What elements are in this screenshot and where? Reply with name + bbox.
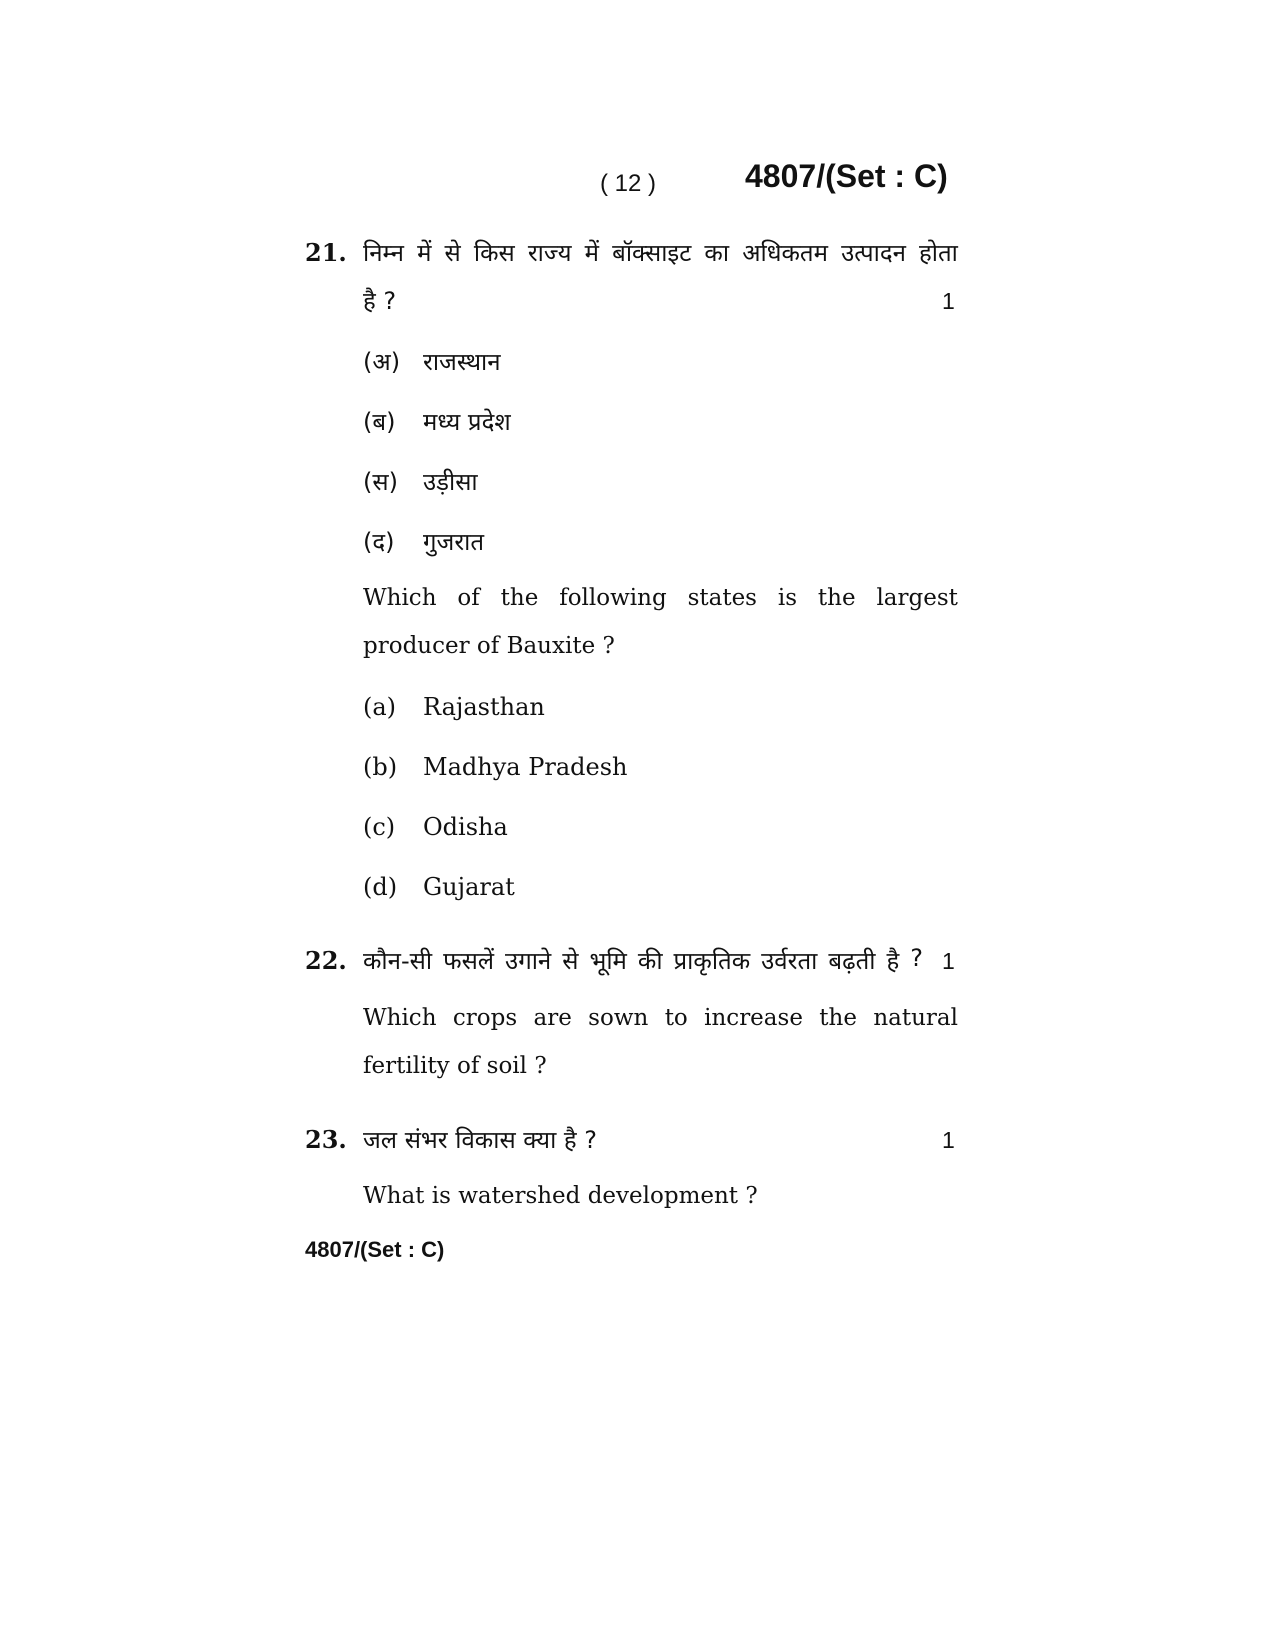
word: natural [873,1005,958,1031]
option-text: राजस्थान [423,348,501,376]
question-hindi-line1 [363,236,958,269]
word: increase [704,1005,803,1031]
question-english-line2: fertility of soil ? [363,1053,547,1079]
option-label: (स) [363,468,398,496]
word: अधिकतम [742,239,828,267]
word: is [777,585,798,611]
word: है [886,947,900,975]
word: में [417,239,432,267]
question-hindi-line2: है ? [363,287,397,315]
word: the [817,585,856,611]
option-label: (अ) [363,348,401,376]
marks: 1 [942,948,955,974]
word: the [500,585,539,611]
word: उर्वरता [761,947,818,975]
option-label: (b) [363,753,398,781]
option-text: Gujarat [423,873,515,901]
option-text: Madhya Pradesh [423,753,628,781]
word: the [819,1005,857,1031]
word: की [637,947,663,975]
word: निम्न [363,239,404,267]
word: किस [473,239,515,267]
word: भूमि [589,947,627,975]
option-label: (a) [363,693,397,721]
word: are [533,1005,572,1031]
word: Which [363,585,437,611]
question-hindi-line1: जल संभर विकास क्या है ? [363,1126,598,1154]
word: following [559,585,667,611]
paper-code-footer: 4807/(Set : C) [305,1237,445,1262]
question-hindi-line1 [363,944,923,977]
option-label: (ब) [363,408,396,436]
question-english-line1: What is watershed development ? [363,1183,758,1209]
word: states [687,585,757,611]
question-english-line2: producer of Bauxite ? [363,633,615,659]
word: से [444,239,461,267]
word: ? [910,944,923,972]
option-text: मध्य प्रदेश [423,408,511,436]
word: to [664,1005,688,1031]
word: उगाने [505,947,552,975]
option-label: (द) [363,528,395,556]
word: बॉक्साइट [612,239,692,267]
option-label: (d) [363,873,398,901]
word: होता [919,239,958,267]
word: of [457,585,480,611]
option-text: उड़ीसा [423,468,478,496]
page-number: ( 12 ) [600,170,657,197]
word: largest [876,585,958,611]
word: प्राकृतिक [673,947,751,975]
marks: 1 [942,288,955,314]
question-number: 22. [305,946,347,975]
word: crops [452,1005,518,1031]
question-english-line1 [363,585,958,611]
word: फसलें [443,947,495,975]
word: बढ़ती [828,947,876,975]
option-text: Odisha [423,813,508,841]
paper-code-header: 4807/(Set : C) [745,158,948,194]
question-number: 21. [305,238,347,267]
word: Which [363,1005,437,1031]
word: कौन-सी [363,947,433,975]
word: का [704,239,730,267]
option-text: गुजरात [423,528,485,556]
word: में [584,239,600,267]
question-number: 23. [305,1125,347,1154]
word: राज्य [527,239,572,267]
word: से [562,947,579,975]
option-text: Rajasthan [423,693,545,721]
word: उत्पादन [841,239,906,267]
option-label: (c) [363,813,396,841]
word: sown [588,1005,649,1031]
marks: 1 [942,1127,955,1153]
question-english-line1 [363,1005,958,1031]
